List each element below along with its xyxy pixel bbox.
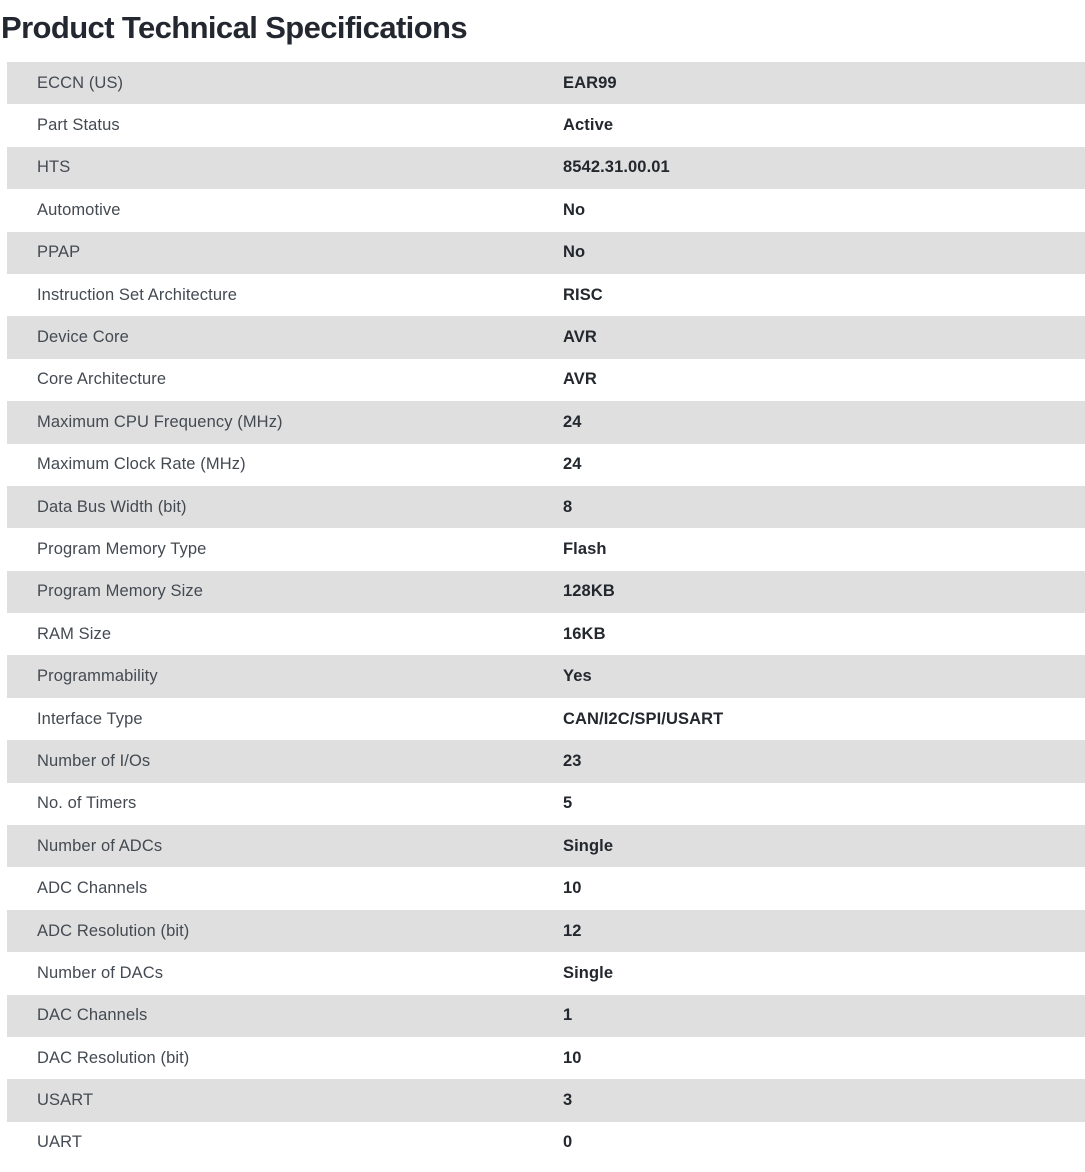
spec-row bbox=[7, 444, 1085, 486]
spec-label: Maximum Clock Rate (MHz) bbox=[37, 455, 246, 474]
spec-label: Program Memory Type bbox=[37, 539, 207, 558]
spec-value: 1 bbox=[563, 1006, 573, 1025]
spec-row bbox=[7, 486, 1085, 528]
spec-label: ECCN (US) bbox=[37, 73, 124, 92]
spec-label: HTS bbox=[37, 158, 71, 177]
spec-label: Data Bus Width (bit) bbox=[37, 497, 187, 516]
spec-value: 3 bbox=[563, 1091, 573, 1110]
spec-label: Number of I/Os bbox=[37, 751, 151, 770]
spec-value: Yes bbox=[563, 667, 592, 686]
spec-label: Number of ADCs bbox=[37, 836, 163, 855]
spec-value: AVR bbox=[563, 370, 597, 389]
spec-row bbox=[7, 189, 1085, 231]
spec-row bbox=[7, 655, 1085, 697]
spec-row bbox=[7, 698, 1085, 740]
spec-row bbox=[7, 528, 1085, 570]
spec-row bbox=[7, 232, 1085, 274]
spec-value: CAN/I2C/SPI/USART bbox=[563, 709, 724, 728]
spec-value: No bbox=[563, 200, 586, 219]
spec-row bbox=[7, 952, 1085, 994]
spec-row bbox=[7, 910, 1085, 952]
spec-label: Core Architecture bbox=[37, 370, 167, 389]
spec-value: EAR99 bbox=[563, 73, 617, 92]
spec-label: ADC Channels bbox=[37, 879, 148, 898]
spec-label: Interface Type bbox=[37, 709, 143, 728]
spec-row bbox=[7, 571, 1085, 613]
spec-row bbox=[7, 1037, 1085, 1079]
spec-label: Number of DACs bbox=[37, 963, 164, 982]
spec-label: RAM Size bbox=[37, 624, 112, 643]
spec-label: Instruction Set Architecture bbox=[37, 285, 237, 304]
spec-value: Flash bbox=[563, 539, 607, 558]
page-title: Product Technical Specifications bbox=[1, 10, 468, 45]
spec-value: 24 bbox=[563, 455, 582, 474]
spec-label: Program Memory Size bbox=[37, 582, 204, 601]
spec-value: No bbox=[563, 243, 586, 262]
spec-value: 23 bbox=[563, 751, 582, 770]
spec-value: Active bbox=[563, 116, 614, 135]
spec-row bbox=[7, 1079, 1085, 1121]
spec-value: 10 bbox=[563, 1048, 582, 1067]
spec-row bbox=[7, 401, 1085, 443]
spec-value: 8542.31.00.01 bbox=[563, 158, 670, 177]
spec-label: USART bbox=[37, 1091, 94, 1110]
spec-label: No. of Timers bbox=[37, 794, 137, 813]
spec-value: 10 bbox=[563, 879, 582, 898]
spec-value: Single bbox=[563, 963, 614, 982]
spec-value: 8 bbox=[563, 497, 573, 516]
spec-value: AVR bbox=[563, 328, 597, 347]
spec-row bbox=[7, 359, 1085, 401]
spec-row bbox=[7, 104, 1085, 146]
spec-value: 24 bbox=[563, 412, 582, 431]
spec-label: Automotive bbox=[37, 200, 121, 219]
spec-label: Part Status bbox=[37, 116, 120, 135]
spec-row bbox=[7, 783, 1085, 825]
spec-row bbox=[7, 740, 1085, 782]
spec-row bbox=[7, 995, 1085, 1037]
spec-value: 128KB bbox=[563, 582, 615, 601]
spec-label: Device Core bbox=[37, 328, 129, 347]
spec-row bbox=[7, 1122, 1085, 1164]
spec-table bbox=[7, 62, 1085, 1164]
spec-label: Maximum CPU Frequency (MHz) bbox=[37, 412, 283, 431]
spec-label: PPAP bbox=[37, 243, 81, 262]
spec-value: 5 bbox=[563, 794, 573, 813]
spec-value: 16KB bbox=[563, 624, 606, 643]
spec-row bbox=[7, 62, 1085, 104]
spec-row bbox=[7, 274, 1085, 316]
spec-value: Single bbox=[563, 836, 614, 855]
spec-row bbox=[7, 867, 1085, 909]
spec-label: ADC Resolution (bit) bbox=[37, 921, 190, 940]
spec-row bbox=[7, 316, 1085, 358]
spec-row bbox=[7, 147, 1085, 189]
spec-row bbox=[7, 613, 1085, 655]
spec-label: DAC Resolution (bit) bbox=[37, 1048, 190, 1067]
spec-row bbox=[7, 825, 1085, 867]
spec-label: UART bbox=[37, 1133, 83, 1152]
spec-value: RISC bbox=[563, 285, 603, 304]
spec-value: 0 bbox=[563, 1133, 573, 1152]
spec-label: DAC Channels bbox=[37, 1006, 148, 1025]
spec-value: 12 bbox=[563, 921, 582, 940]
spec-label: Programmability bbox=[37, 667, 158, 686]
